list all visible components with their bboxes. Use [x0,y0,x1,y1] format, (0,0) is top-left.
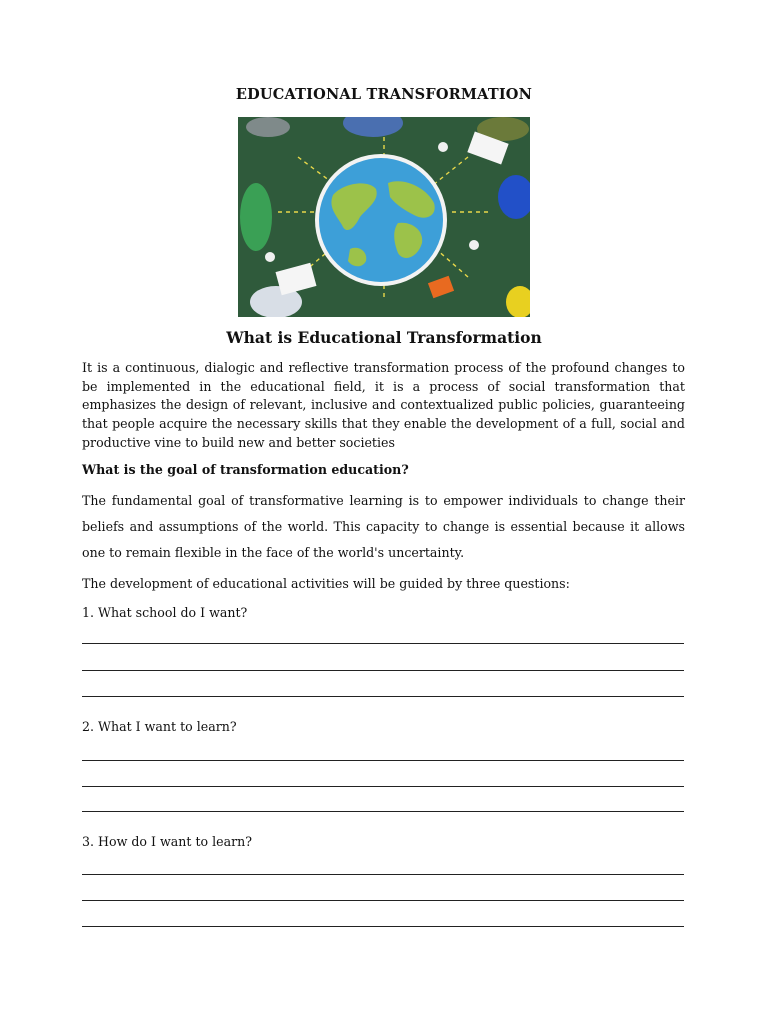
question-1-label: 1. What school do I want? [82,605,248,620]
answer-line[interactable] [82,786,684,787]
section-title: What is Educational Transformation [226,328,542,347]
answer-line[interactable] [82,926,684,927]
document-title: EDUCATIONAL TRANSFORMATION [235,86,533,103]
answer-line[interactable] [82,900,684,901]
answer-line[interactable] [82,760,684,761]
answer-line[interactable] [82,811,684,812]
question-2-label: 2. What I want to learn? [82,719,237,734]
globe-collaboration-image [238,117,530,317]
goal-paragraph: The fundamental goal of transformative learning is to empower individuals to change their beliefs and assumptions of the world. This capacity to change is essential because it allows one to remain flexible in the face of the world's uncertainty. [82,493,685,560]
intro-paragraph: It is a continuous, dialogic and reflective transformation process of the profound changes to be implemented in the educational field, it is a process of social transformation that emphasizes the design of relevant, inclusive and contextualized public policies, guaranteeing that people acquire the necessary skills that they enable the development of a full, social and productive vine to build new and better societies [82,360,685,450]
guide-paragraph: The development of educational activities will be guided by three questions: [82,576,570,591]
question-3-label: 3. How do I want to learn? [82,834,252,849]
globe-illustration-icon [238,117,530,317]
answer-line[interactable] [82,670,684,671]
answer-line[interactable] [82,643,684,644]
answer-line[interactable] [82,874,684,875]
goal-question-heading: What is the goal of transformation education? [82,462,409,477]
answer-line[interactable] [82,696,684,697]
